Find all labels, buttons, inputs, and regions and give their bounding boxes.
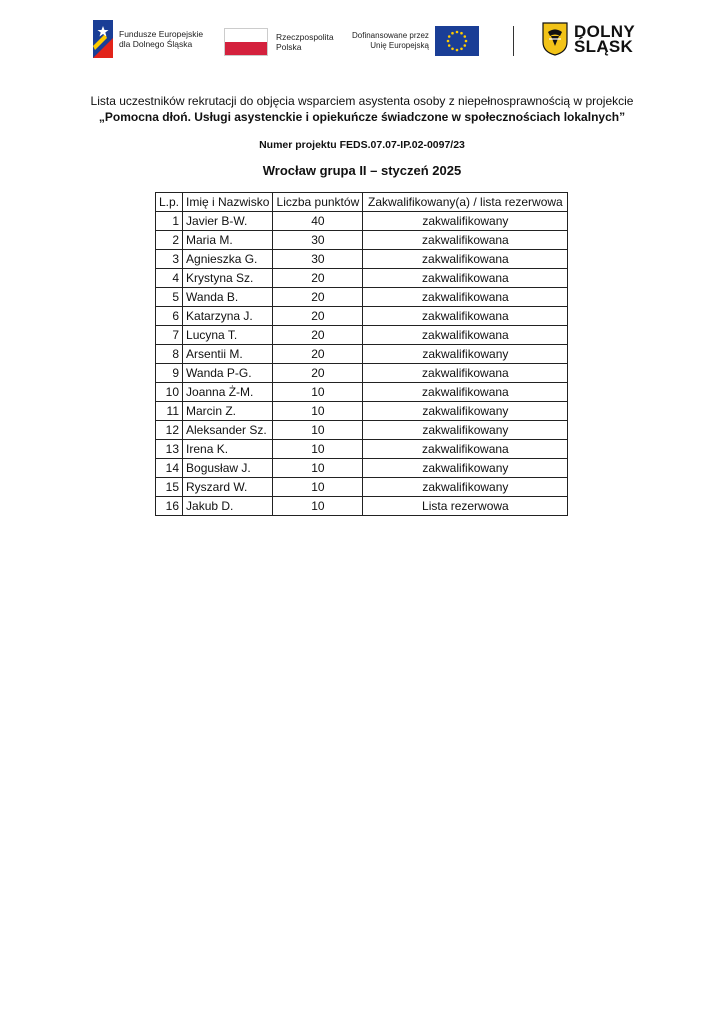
table-header-row [156, 193, 568, 212]
row-name: Jakub D. [183, 497, 273, 516]
row-name: Joanna Ż-M. [183, 383, 273, 402]
row-name: Aleksander Sz. [183, 421, 273, 440]
logo-bar [0, 18, 724, 66]
eu-logo-line2: Unię Europejską [370, 41, 429, 50]
row-status: zakwalifikowany [363, 478, 568, 497]
row-lp: 7 [156, 326, 183, 345]
row-status: zakwalifikowana [363, 250, 568, 269]
row-status: zakwalifikowany [363, 212, 568, 231]
row-status: Lista rezerwowa [363, 497, 568, 516]
dolny-slask-coat-of-arms-icon [542, 22, 568, 56]
table-row [156, 288, 568, 307]
table-row [156, 440, 568, 459]
row-points: 20 [273, 269, 363, 288]
row-lp: 8 [156, 345, 183, 364]
row-points: 20 [273, 288, 363, 307]
table-row [156, 212, 568, 231]
row-lp: 12 [156, 421, 183, 440]
row-name: Javier B-W. [183, 212, 273, 231]
row-status: zakwalifikowany [363, 345, 568, 364]
row-name: Agnieszka G. [183, 250, 273, 269]
republic-logo-line1: Rzeczpospolita [276, 32, 334, 42]
row-name: Irena K. [183, 440, 273, 459]
republic-logo-line2: Polska [276, 42, 302, 52]
row-points: 10 [273, 459, 363, 478]
row-points: 10 [273, 478, 363, 497]
rzeczpospolita-logo [224, 28, 334, 56]
row-status: zakwalifikowana [363, 326, 568, 345]
row-points: 20 [273, 307, 363, 326]
table-row [156, 250, 568, 269]
region-logo-line1: DOLNY [574, 22, 635, 41]
row-points: 20 [273, 345, 363, 364]
row-status: zakwalifikowana [363, 288, 568, 307]
row-status: zakwalifikowana [363, 307, 568, 326]
eu-cofinancing-logo [352, 26, 479, 56]
row-lp: 4 [156, 269, 183, 288]
row-status: zakwalifikowany [363, 459, 568, 478]
table-row [156, 326, 568, 345]
table-row [156, 364, 568, 383]
fundusze-europejskie-logo [93, 20, 203, 58]
row-status: zakwalifikowana [363, 231, 568, 250]
table-row [156, 459, 568, 478]
row-points: 30 [273, 250, 363, 269]
header-points: Liczba punktów [273, 193, 363, 212]
table-row [156, 345, 568, 364]
row-points: 10 [273, 402, 363, 421]
table-row [156, 383, 568, 402]
row-lp: 10 [156, 383, 183, 402]
row-points: 10 [273, 383, 363, 402]
eu-flag-icon [435, 26, 479, 56]
table-row [156, 421, 568, 440]
funds-logo-line1: Fundusze Europejskie [119, 29, 204, 39]
table-row [156, 497, 568, 516]
row-lp: 9 [156, 364, 183, 383]
row-name: Arsentii M. [183, 345, 273, 364]
row-points: 20 [273, 364, 363, 383]
table-row [156, 269, 568, 288]
row-name: Lucyna T. [183, 326, 273, 345]
participants-table [155, 192, 568, 516]
intro-text: Lista uczestników rekrutacji do objęcia wsparciem asystenta osoby z niepełnosprawnością w projekcie [90, 94, 634, 108]
project-number: Numer projektu FEDS.07.07-IP.02-0097/23 [259, 139, 465, 151]
row-status: zakwalifikowana [363, 383, 568, 402]
eu-logo-line1: Dofinansowane przez [352, 31, 429, 40]
row-points: 10 [273, 421, 363, 440]
row-name: Wanda P-G. [183, 364, 273, 383]
row-points: 10 [273, 440, 363, 459]
row-lp: 16 [156, 497, 183, 516]
table-row [156, 402, 568, 421]
row-name: Marcin Z. [183, 402, 273, 421]
row-lp: 6 [156, 307, 183, 326]
project-title: „Pomocna dłoń. Usługi asystenckie i opiekuńcze świadczone w społecznościach lokalnych” [98, 110, 626, 124]
group-title: Wrocław grupa II – styczeń 2025 [262, 163, 462, 178]
row-name: Bogusław J. [183, 459, 273, 478]
row-status: zakwalifikowana [363, 440, 568, 459]
table-row [156, 307, 568, 326]
row-status: zakwalifikowana [363, 364, 568, 383]
fundusze-europejskie-emblem-icon [93, 20, 113, 58]
row-name: Maria M. [183, 231, 273, 250]
row-lp: 3 [156, 250, 183, 269]
row-name: Katarzyna J. [183, 307, 273, 326]
row-lp: 14 [156, 459, 183, 478]
logo-divider [513, 26, 514, 56]
row-status: zakwalifikowany [363, 402, 568, 421]
row-name: Ryszard W. [183, 478, 273, 497]
row-points: 30 [273, 231, 363, 250]
header-name: Imię i Nazwisko [183, 193, 273, 212]
table-row [156, 231, 568, 250]
row-status: zakwalifikowana [363, 269, 568, 288]
header-lp: L.p. [156, 193, 183, 212]
row-points: 40 [273, 212, 363, 231]
row-lp: 13 [156, 440, 183, 459]
row-lp: 11 [156, 402, 183, 421]
row-status: zakwalifikowany [363, 421, 568, 440]
region-logo-line2: ŚLĄSK [574, 37, 634, 56]
row-lp: 2 [156, 231, 183, 250]
header-status: Zakwalifikowany(a) / lista rezerwowa [363, 193, 568, 212]
row-lp: 15 [156, 478, 183, 497]
polish-flag-icon [224, 28, 268, 56]
dolny-slask-logo [542, 22, 635, 56]
funds-logo-line2: dla Dolnego Śląska [119, 39, 193, 49]
row-points: 20 [273, 326, 363, 345]
row-name: Krystyna Sz. [183, 269, 273, 288]
row-lp: 5 [156, 288, 183, 307]
row-lp: 1 [156, 212, 183, 231]
table-row [156, 478, 568, 497]
row-name: Wanda B. [183, 288, 273, 307]
row-points: 10 [273, 497, 363, 516]
